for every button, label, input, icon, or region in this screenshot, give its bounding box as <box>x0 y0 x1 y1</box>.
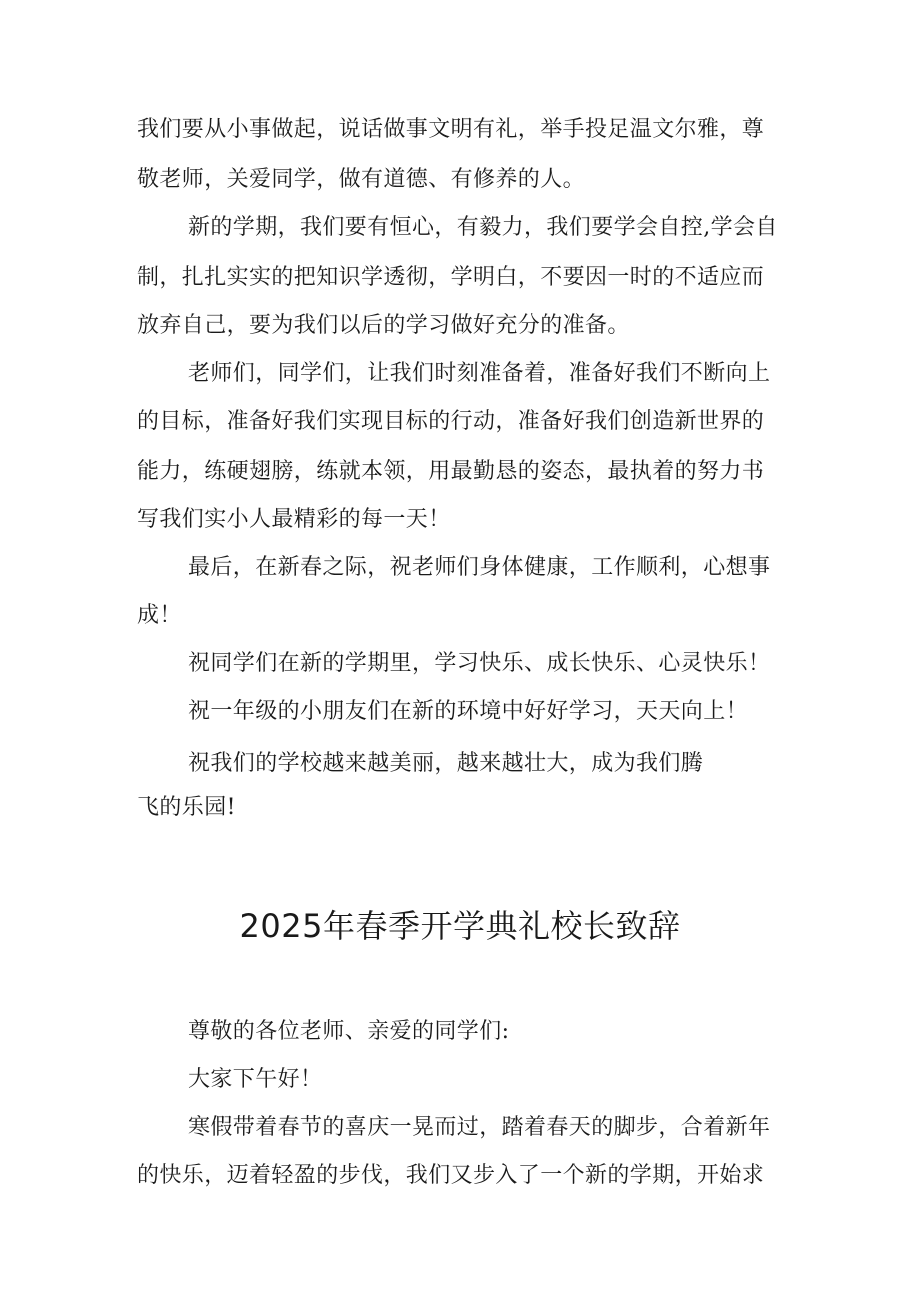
text-line: 我们要从小事做起，说话做事文明有礼，举手投足温文尔雅，尊 <box>137 117 765 142</box>
greeting-line: 大家下午好！ <box>188 1067 323 1092</box>
text-line: 敬老师，关爱同学，做有道德、有修养的人。 <box>137 167 586 192</box>
text-line: 祝我们的学校越来越美丽，越来越壮大，成为我们腾 <box>188 751 704 776</box>
text-line: 放弃自己，要为我们以后的学习做好充分的准备。 <box>137 313 630 338</box>
text-line: 的目标，准备好我们实现目标的行动，准备好我们创造新世界的 <box>137 409 765 434</box>
text-line: 成！ <box>137 603 182 628</box>
document-title: 2025年春季开学典礼校长致辞 <box>239 907 681 945</box>
text-line: 最后，在新春之际，祝老师们身体健康，工作顺利，心想事 <box>188 555 771 580</box>
text-line: 寒假带着春节的喜庆一晃而过，踏着春天的脚步，合着新年 <box>188 1115 771 1140</box>
text-line: 祝同学们在新的学期里，学习快乐、成长快乐、心灵快乐！ <box>188 651 771 676</box>
text-line: 新的学期，我们要有恒心，有毅力，我们要学会自控,学会自 <box>188 215 778 240</box>
text-line: 制，扎扎实实的把知识学透彻，学明白，不要因一时的不适应而 <box>137 265 765 290</box>
salutation-line: 尊敬的各位老师、亲爱的同学们: <box>188 1019 510 1044</box>
text-line: 飞的乐园! <box>137 795 236 820</box>
text-line: 祝一年级的小朋友们在新的环境中好好学习，天天向上！ <box>188 699 749 724</box>
text-line: 写我们实小人最精彩的每一天！ <box>137 507 451 532</box>
text-line: 老师们，同学们，让我们时刻准备着，准备好我们不断向上 <box>188 361 771 386</box>
text-line: 能力，练硬翅膀，练就本领，用最勤恳的姿态，最执着的努力书 <box>137 459 765 484</box>
text-line: 的快乐，迈着轻盈的步伐，我们又步入了一个新的学期，开始求 <box>137 1163 765 1188</box>
